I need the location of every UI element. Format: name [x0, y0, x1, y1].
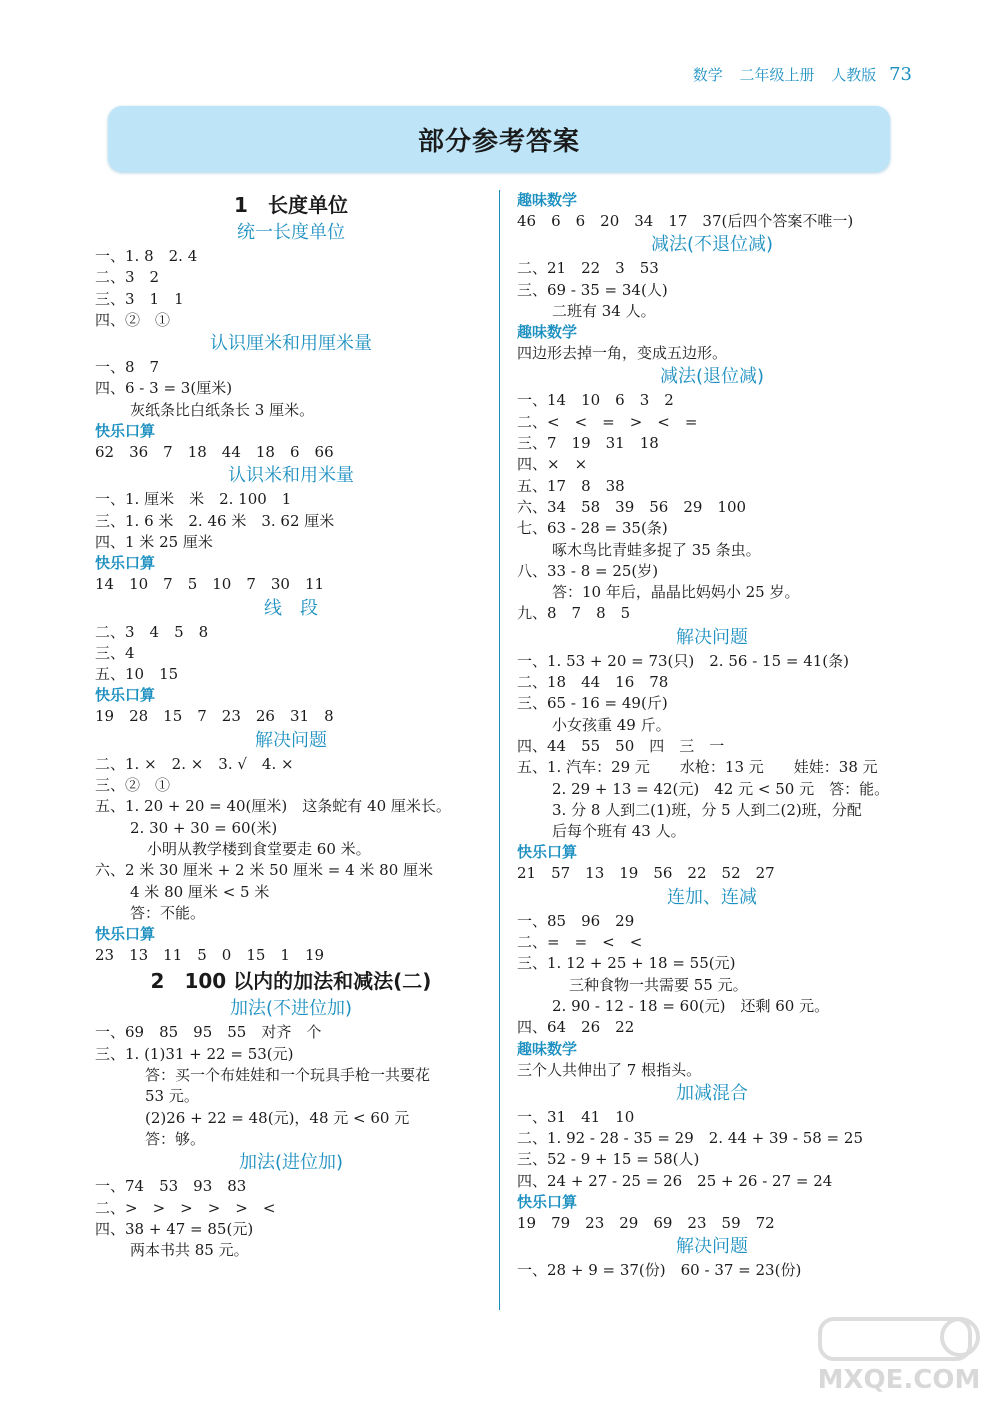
answer-line: 三、1. (1)31 + 22 = 53(元) [95, 1044, 294, 1063]
section-title: 加法(进位加) [238, 1152, 344, 1174]
answer-line: 二、21 22 3 53 [517, 259, 659, 278]
answer-line: 一、28 + 9 = 37(份) 60 - 37 = 23(份) [517, 1261, 802, 1280]
answer-line: 三、3 1 1 [95, 289, 184, 308]
answer-line: 二、3 4 5 8 [95, 622, 209, 641]
answer-line: 四、× × [517, 455, 588, 474]
section-title: 认识厘米和用厘米量 [210, 333, 372, 355]
section-title: 线 段 [264, 597, 318, 619]
answer-line: 五、17 8 38 [517, 476, 625, 495]
section-title: 加法(不进位加) [229, 998, 353, 1020]
answer-line: 三、4 [95, 643, 135, 662]
answer-line: 三种食物一共需要 55 元。 [569, 975, 748, 994]
answer-line: 一、85 96 29 [517, 911, 635, 930]
page-number: 73 [889, 64, 912, 85]
answer-line: 二、< < = > < = [517, 412, 698, 431]
left-column [95, 190, 487, 1261]
section-title: 认识米和用米量 [228, 465, 354, 487]
section-title: 减法(不退位减) [650, 234, 774, 256]
header-grade: 二年级上册 [739, 66, 815, 84]
answer-line: 一、1. 53 + 20 = 73(只) 2. 56 - 15 = 41(条) [517, 651, 850, 670]
answer-line: 四边形去掉一角，变成五边形。 [517, 344, 728, 363]
answer-line: 一、8 7 [95, 358, 160, 377]
answer-line: 啄木鸟比青蛙多捉了 35 条虫。 [552, 540, 761, 559]
answer-line: 二、= = < < [517, 933, 643, 952]
section-title: 解决问题 [676, 626, 748, 648]
answer-line: 62 36 7 18 44 18 6 66 [95, 443, 334, 462]
answer-line: 答：够。 [145, 1129, 206, 1148]
answer-line: 一、69 85 95 55 对齐 个 [95, 1023, 322, 1042]
header-subject: 数学 [692, 66, 723, 84]
answer-line: 23 13 11 5 0 15 1 19 [95, 946, 325, 965]
right-column [517, 190, 907, 1282]
watermark-text: MXQE.COM [817, 1365, 981, 1395]
answer-line: 四、44 55 50 四 三 一 [517, 736, 725, 755]
answer-line: 四、64 26 22 [517, 1018, 635, 1037]
answer-line: 四、24 + 27 - 25 = 26 25 + 26 - 27 = 24 [517, 1171, 833, 1190]
chapter-title: 1 长度单位 [234, 193, 348, 217]
answer-line: 14 10 7 5 10 7 30 11 [95, 575, 325, 594]
answer-line: 小明从教学楼到食堂要走 60 米。 [147, 839, 371, 858]
answer-line: 19 28 15 7 23 26 31 8 [95, 707, 334, 726]
subsection-label: 趣味数学 [517, 191, 578, 209]
subsection-label: 快乐口算 [517, 843, 578, 862]
page-header [681, 64, 912, 85]
answer-line: 五、1. 20 + 20 = 40(厘米) 这条蛇有 40 厘米长。 [95, 797, 451, 816]
watermark [810, 1313, 988, 1395]
answer-line: 四、38 + 47 = 85(元) [95, 1219, 254, 1238]
header-edition: 人教版 [831, 66, 877, 84]
answer-line: 三、52 - 9 + 15 = 58(人) [517, 1150, 700, 1169]
answer-line: 答：不能。 [130, 903, 206, 922]
title-banner [108, 106, 890, 172]
answer-line: (2)26 + 22 = 48(元)，48 元 < 60 元 [145, 1108, 410, 1127]
column-divider [499, 190, 500, 1310]
answer-line: 九、8 7 8 5 [517, 604, 631, 623]
answer-line: 答：10 年后，晶晶比妈妈小 25 岁。 [552, 583, 800, 602]
answer-line: 八、33 - 8 = 25(岁) [517, 561, 659, 580]
answer-line: 七、63 - 28 = 35(条) [517, 519, 668, 538]
answer-line: 六、34 58 39 56 29 100 [517, 497, 747, 516]
subsection-label: 快乐口算 [95, 925, 156, 944]
answer-line: 一、31 41 10 [517, 1107, 635, 1126]
section-title: 统一长度单位 [237, 222, 345, 243]
answer-line: 六、2 米 30 厘米 + 2 米 50 厘米 = 4 米 80 厘米 [95, 861, 434, 880]
subsection-label: 快乐口算 [95, 554, 156, 573]
answer-line: 4 米 80 厘米 < 5 米 [130, 882, 270, 901]
answer-line: 三、② ① [95, 776, 171, 795]
answer-line: 三、7 19 31 18 [517, 434, 659, 453]
answer-line: 答：买一个布娃娃和一个玩具手枪一共要花 [145, 1066, 431, 1085]
section-title: 解决问题 [255, 729, 327, 751]
section-title: 解决问题 [676, 1236, 748, 1258]
answer-line: 后每个班有 43 人。 [552, 822, 686, 841]
answer-line: 小女孩重 49 斤。 [552, 715, 671, 734]
answer-line: 四、② ① [95, 310, 171, 329]
answer-line: 三、1. 12 + 25 + 18 = 55(元) [517, 954, 736, 973]
page-title: 部分参考答案 [417, 126, 580, 157]
answer-line: 四、1 米 25 厘米 [95, 532, 213, 551]
answer-line: 五、1. 汽车：29 元 水枪：13 元 娃娃：38 元 [517, 758, 878, 777]
chapter-title: 2 100 以内的加法和减法(二) [150, 969, 432, 994]
section-title: 连加、连减 [667, 886, 757, 908]
answer-line: 19 79 23 29 69 23 59 72 [517, 1213, 775, 1232]
answer-line: 一、1. 厘米 米 2. 100 1 [95, 490, 292, 509]
answer-line: 二、18 44 16 78 [517, 673, 669, 692]
answer-line: 2. 29 + 13 = 42(元) 42 元 < 50 元 答：能。 [552, 779, 890, 798]
answer-line: 二、3 2 [95, 268, 160, 287]
answer-line: 一、1. 8 2. 4 [95, 247, 198, 265]
subsection-label: 趣味数学 [517, 1039, 578, 1058]
answer-line: 三、1. 6 米 2. 46 米 3. 62 厘米 [95, 511, 335, 530]
subsection-label: 趣味数学 [517, 323, 578, 342]
answer-line: 三个人共伸出了 7 根指头。 [517, 1060, 702, 1079]
answer-line: 一、74 53 93 83 [95, 1177, 247, 1196]
answer-line: 53 元。 [145, 1087, 199, 1106]
answer-line: 2. 30 + 30 = 60(米) [130, 818, 278, 837]
answer-line: 3. 分 8 人到二(1)班，分 5 人到二(2)班，分配 [552, 800, 862, 819]
answer-line: 二班有 34 人。 [552, 301, 656, 320]
answer-line: 两本书共 85 元。 [130, 1241, 249, 1260]
answer-line: 三、69 - 35 = 34(人) [517, 280, 668, 299]
answer-line: 二、> > > > > < [95, 1198, 276, 1217]
answer-line: 一、14 10 6 3 2 [517, 391, 674, 410]
answer-line: 二、1. × 2. × 3. √ 4. × [95, 754, 294, 773]
subsection-label: 快乐口算 [95, 686, 156, 705]
answer-line: 灰纸条比白纸条长 3 厘米。 [130, 400, 315, 419]
answer-line: 三、65 - 16 = 49(斤) [517, 694, 668, 713]
answer-line: 2. 90 - 12 - 18 = 60(元) 还剩 60 元。 [552, 996, 830, 1015]
answer-line: 二、1. 92 - 28 - 35 = 29 2. 44 + 39 - 58 = 25 [517, 1129, 863, 1148]
answer-line: 五、10 15 [95, 665, 179, 684]
answer-line: 46 6 6 20 34 17 37(后四个答案不唯一) [517, 212, 854, 230]
watermark-logo-icon [810, 1313, 988, 1363]
section-title: 减法(退位减) [659, 366, 765, 388]
answer-line: 四、6 - 3 = 3(厘米) [95, 379, 233, 398]
subsection-label: 快乐口算 [95, 422, 156, 441]
answer-line: 21 57 13 19 56 22 52 27 [517, 864, 775, 883]
subsection-label: 快乐口算 [517, 1192, 578, 1211]
section-title: 加减混合 [676, 1082, 748, 1104]
